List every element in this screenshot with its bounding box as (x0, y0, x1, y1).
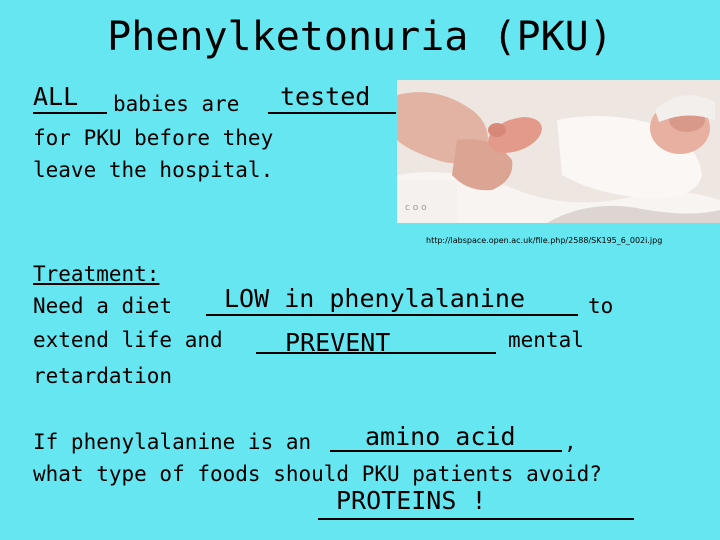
intro-text-babies: babies are (113, 92, 240, 116)
question-prefix: If phenylalanine is an (33, 430, 312, 454)
photo-credit: http://labspace.open.ac.uk/file.php/2588/SK195_6_002i.jpg (426, 236, 663, 245)
svg-text:c o o: c o o (405, 203, 427, 213)
treatment-extend-life: extend life and (33, 328, 223, 352)
question-comma: , (564, 430, 577, 454)
blank-line (33, 112, 107, 114)
answer-low-phenylalanine: LOW in phenylalanine (224, 284, 526, 313)
intro-line-2: for PKU before they (33, 126, 274, 150)
treatment-heading: Treatment: (33, 262, 160, 286)
answer-amino-acid: amino acid (365, 422, 516, 451)
treatment-to: to (588, 294, 614, 318)
answer-proteins: PROTEINS ! (336, 486, 487, 515)
treatment-mental: mental (508, 328, 584, 352)
question-line-2: what type of foods should PKU patients avoid? (33, 462, 602, 486)
answer-prevent: PREVENT (285, 328, 391, 357)
blank-line (206, 314, 578, 316)
blank-line (330, 450, 562, 452)
answer-tested: tested (280, 82, 371, 111)
baby-heel-test-photo (397, 80, 720, 223)
slide-title: Phenylketonuria (PKU) (107, 14, 613, 60)
intro-line-3: leave the hospital. (33, 158, 274, 182)
blank-line (268, 112, 396, 114)
blank-line (256, 352, 496, 354)
blank-line (318, 518, 634, 520)
treatment-retardation: retardation (33, 364, 173, 388)
treatment-need-diet: Need a diet (33, 294, 173, 318)
answer-all: ALL (33, 82, 79, 111)
